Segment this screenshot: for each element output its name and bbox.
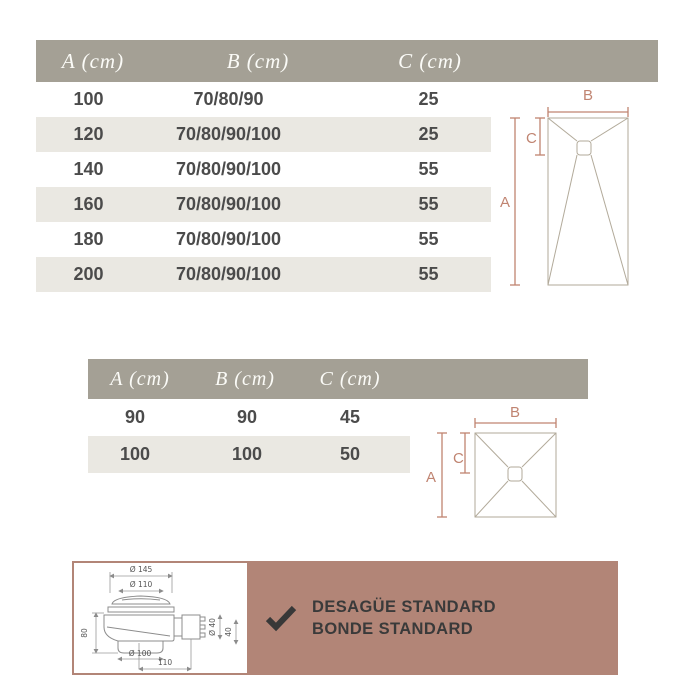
cell-b: 70/80/90/100	[175, 159, 282, 179]
dim-bottom-inner: Ø 100	[128, 649, 152, 658]
drain-spec-panel	[72, 561, 618, 675]
cell-c: 45	[339, 407, 361, 427]
table1-header-c: C (cm)	[398, 49, 462, 73]
cell-a: 180	[73, 229, 104, 249]
table-row	[36, 257, 491, 292]
cell-c: 55	[418, 194, 439, 214]
table2-header-b: B (cm)	[215, 368, 275, 390]
table-row	[36, 152, 491, 187]
dim-bottom-total: 110	[157, 658, 173, 667]
table2-square-sizes	[88, 399, 410, 473]
cell-b: 70/80/90/100	[175, 229, 282, 249]
drain-technical-drawing	[74, 563, 247, 673]
dim-outlet-height: 40	[224, 627, 233, 637]
cell-c: 55	[418, 229, 439, 249]
drain-square	[577, 141, 591, 155]
dim-outlet-diameter: Ø 40	[208, 618, 217, 636]
table-row	[36, 187, 491, 222]
cell-b: 100	[231, 444, 263, 464]
badge-text	[312, 596, 496, 640]
dim-body-height: 80	[80, 628, 89, 638]
cell-a: 140	[73, 159, 104, 179]
checkmark-icon	[265, 604, 297, 632]
table2-header-band	[88, 359, 588, 399]
tray-diagram-rectangular	[495, 85, 645, 297]
drain-drawing-svg	[74, 563, 247, 673]
table1-header-a: A (cm)	[61, 49, 125, 73]
table-row	[36, 222, 491, 257]
cell-a: 100	[119, 444, 151, 464]
dim-label-a: A	[500, 194, 511, 211]
drain-flange	[108, 607, 174, 612]
drain-outlet-collar	[182, 615, 200, 639]
cell-b: 70/80/90/100	[175, 194, 282, 214]
table1-rectangular-sizes	[36, 82, 491, 292]
table-row	[36, 117, 491, 152]
drain-dome-cover	[112, 596, 170, 604]
dim-label-a: A	[426, 469, 437, 486]
table-row	[88, 436, 410, 473]
table1-header-b: B (cm)	[226, 49, 290, 73]
cell-a: 200	[73, 264, 104, 284]
cell-b: 70/80/90	[193, 89, 264, 109]
cell-a: 120	[73, 124, 104, 144]
table-row	[36, 82, 491, 117]
cell-c: 25	[418, 124, 439, 144]
tray-diagram-square	[420, 400, 570, 530]
cell-b: 70/80/90/100	[175, 264, 282, 284]
table1-header-band	[36, 40, 658, 82]
cell-c: 50	[339, 444, 361, 464]
cell-b: 70/80/90/100	[175, 124, 282, 144]
cell-c: 25	[418, 89, 439, 109]
table-row	[88, 399, 410, 436]
table2-header-a: A (cm)	[110, 368, 170, 390]
cell-c: 55	[418, 159, 439, 179]
cell-a: 100	[73, 89, 104, 109]
standard-drain-badge	[247, 563, 616, 673]
drain-square	[508, 467, 522, 481]
cell-a: 90	[124, 407, 146, 427]
cell-a: 160	[73, 194, 104, 214]
cell-b: 90	[236, 407, 258, 427]
table2-header-c: C (cm)	[319, 368, 381, 390]
dim-top-outer: Ø 145	[129, 565, 153, 574]
dim-label-b: B	[582, 87, 594, 104]
badge-line1: DESAGÜE STANDARD	[312, 598, 496, 616]
dim-label-b: B	[509, 404, 521, 421]
cell-c: 55	[418, 264, 439, 284]
dim-label-c: C	[453, 450, 464, 467]
dim-label-c: C	[526, 130, 537, 147]
tray-outline	[548, 118, 628, 285]
badge-line2: BONDE STANDARD	[312, 620, 474, 638]
drain-outlet-pipe	[174, 618, 182, 636]
dim-top-inner: Ø 110	[129, 580, 153, 589]
